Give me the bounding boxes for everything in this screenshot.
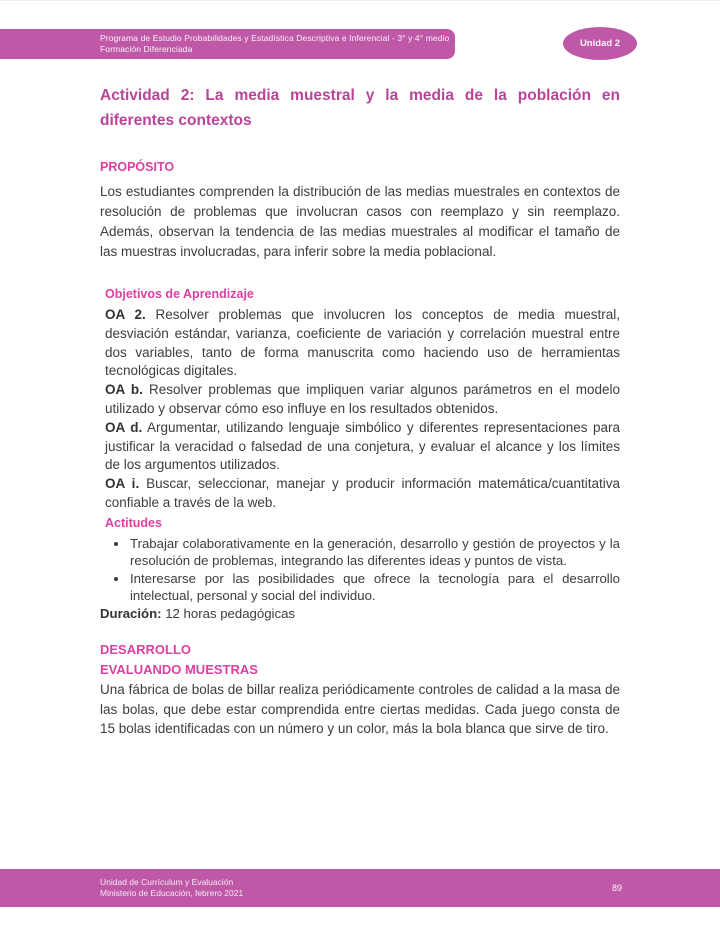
objetivos-list — [105, 306, 620, 513]
oa-item — [105, 419, 620, 475]
actitudes-heading: Actitudes — [105, 515, 162, 530]
duracion-line — [100, 605, 620, 623]
oa-item-text: Argumentar, utilizando lenguaje simbólico y diferentes representaciones para justificar la veracidad o falsedad de una conjetura, y evaluar el alcance y los límites de los argumentos utilizados. — [105, 419, 620, 473]
proposito-heading: PROPÓSITO — [100, 160, 175, 174]
actitudes-list — [100, 535, 620, 605]
oa-item-prefix: OA b. — [105, 382, 143, 398]
proposito-paragraph: Los estudiantes comprenden la distribución de las medias muestrales en contextos de resolución de problemas que involucran casos con reemplazo y sin reemplazo. Además, observan la tendencia de las medias muestrales al modificar el tamaño de las muestras involucradas, para inferir sobre la media poblacional. — [100, 184, 620, 259]
oa-item-prefix: OA d. — [105, 419, 143, 435]
footer-line1: Unidad de Currículum y Evaluación — [100, 877, 234, 887]
oa-item — [105, 306, 620, 381]
evaluando-muestras-heading: EVALUANDO MUESTRAS — [100, 662, 258, 678]
desarrollo-heading: DESARROLLO — [100, 642, 191, 658]
page-number: 89 — [611, 882, 622, 893]
activity-title: Actividad 2: La media muestral y la media de la población en diferentes contextos — [100, 87, 620, 129]
oa-item — [105, 381, 620, 419]
footer-line2: Ministerio de Educación, febrero 2021 — [100, 888, 244, 898]
unit-badge-label: Unidad 2 — [579, 38, 621, 49]
oa-item-text: Buscar, seleccionar, manejar y producir información matemática/cuantitativa confiable a través de la web. — [105, 476, 620, 510]
oa-item-text: Resolver problemas que impliquen variar algunos parámetros en el modelo utilizado y observar cómo eso influye en los resultados obtenidos. — [105, 382, 620, 416]
program-title-line2: Formación Diferenciada — [100, 44, 193, 54]
duracion-label: Duración: — [100, 605, 162, 621]
actitud-item: • Trabajar colaborativamente en la generación, desarrollo y gestión de proyectos y la resolución de problemas, integrando las diferentes ideas y puntos de vista. — [129, 535, 620, 570]
program-title-line1: Programa de Estudio Probabilidades y Estadística Descriptiva e Inferencial - 3° y 4° medio — [100, 33, 450, 43]
oa-item — [105, 475, 620, 513]
desarrollo-paragraph: Una fábrica de bolas de billar realiza periódicamente controles de calidad a la masa de las bolas, que debe estar comprendida entre ciertas medidas. Cada juego consta de 15 bolas identificadas con un número y un color, más la bola blanca que sirve de tiro. — [100, 682, 620, 737]
oa-item-prefix: OA i. — [105, 476, 140, 492]
footer-institution-block — [100, 877, 243, 899]
oa-item-prefix: OA 2. — [105, 307, 146, 322]
duracion-value: 12 horas pedagógicas — [165, 605, 295, 621]
objetivos-heading: Objetivos de Aprendizaje — [105, 287, 254, 301]
footer-bar — [0, 869, 720, 907]
oa-item-text: Resolver problemas que involucren los conceptos de media muestral, desviación estándar, varianza, coeficiente de variación y correlación muestral entre dos variables, tanto de forma manuscrita como haciendo uso de herramientas tecnológicas digitales. — [105, 307, 620, 379]
page-content — [100, 1, 620, 739]
actitud-item: • Interesarse por las posibilidades que ofrece la tecnología para el desarrollo intelectual, personal y social del individuo. — [129, 570, 620, 605]
